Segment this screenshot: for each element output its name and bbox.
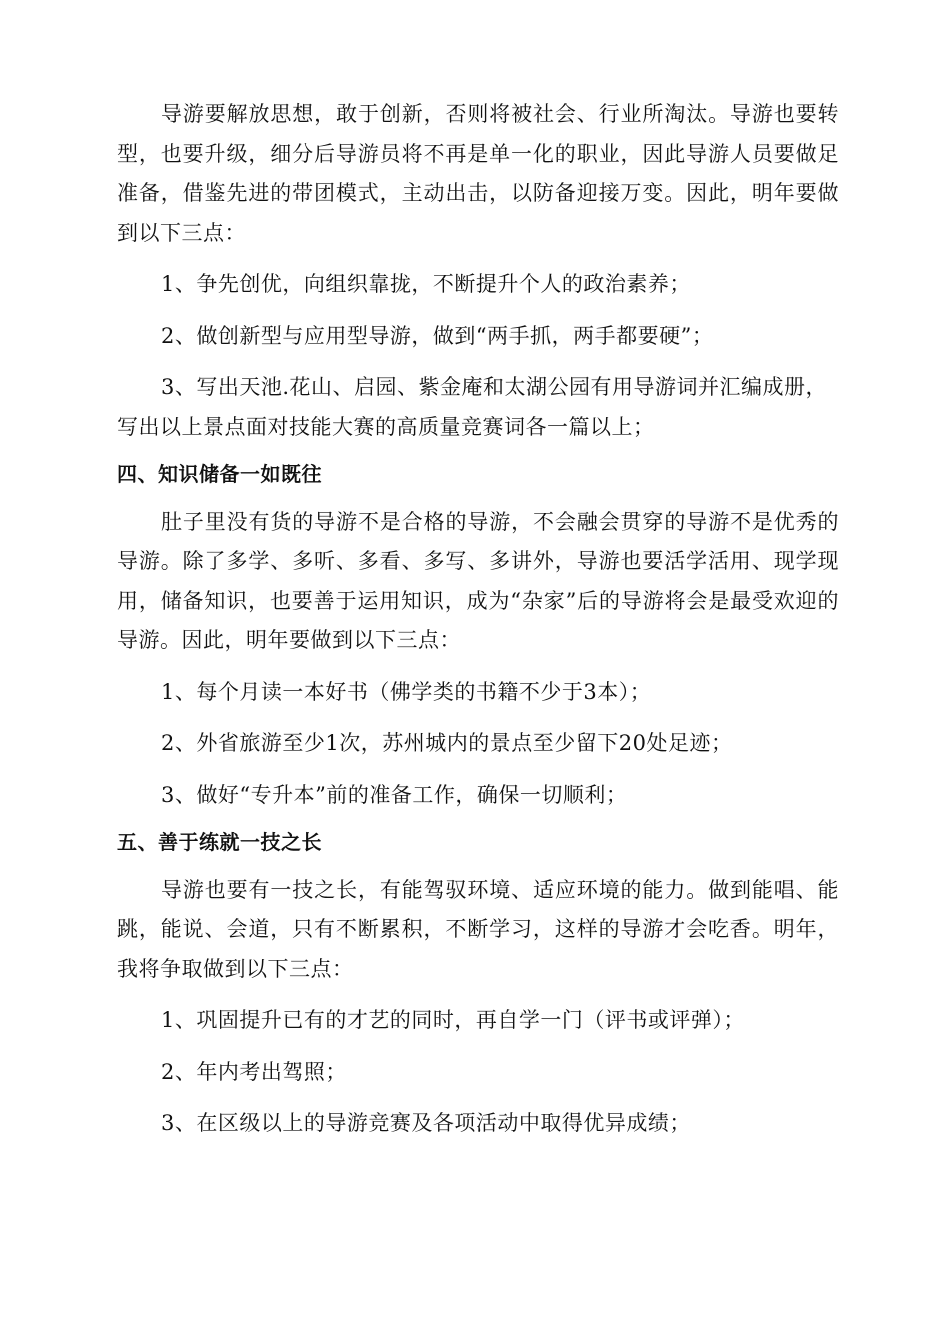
section4-item-1: 1、每个月读一本好书（佛学类的书籍不少于3本）； xyxy=(161,679,652,704)
section4-item-2: 2、外省旅游至少1次，苏州城内的景点至少留下20处足迹； xyxy=(161,731,733,755)
section5-paragraph: 导游也要有一技之长，有能驾驭环境、适应环境的能力。做到能唱、能跳，能说、会道，只有不断累积，不断学习，这样的导游才会吃香。明年，我将争取做到以下三点： xyxy=(117,877,839,981)
section5-item-3: 3、在区级以上的导游竞赛及各项活动中取得优异成绩； xyxy=(161,1111,691,1135)
section3-paragraph: 导游要解放思想，敢于创新，否则将被社会、行业所淘汰。导游也要转型，也要升级，细分后导游员将不再是单一化的职业，因此导游人员要做足准备，借鉴先进的带团模式，主动出击，以防备迎接万变。因此，明年要做到以下三点： xyxy=(117,102,839,245)
section4-paragraph: 肚子里没有货的导游不是合格的导游，不会融会贯穿的导游不是优秀的导游。除了多学、多听、多看、多写、多讲外，导游也要活学活用、现学现用，储备知识，也要善于运用知识，成为“杂家”后的导游将会是最受欢迎的导游。因此，明年要做到以下三点： xyxy=(117,509,839,652)
section5-item-1: 1、巩固提升已有的才艺的同时，再自学一门（评书或评弹）； xyxy=(161,1008,745,1032)
section3-item-2: 2、做创新型与应用型导游，做到“两手抓，两手都要硬”； xyxy=(161,323,714,348)
section4-item-3: 3、做好“专升本”前的准备工作，确保一切顺利； xyxy=(161,782,628,807)
section3-item-3: 3、写出天池.花山、启园、紫金庵和太湖公园有用导游词并汇编成册，写出以上景点面对技能大赛的高质量竞赛词各一篇以上； xyxy=(117,375,828,439)
section4-heading: 四、知识储备一如既往 xyxy=(117,462,322,486)
section3-item-1: 1、争先创优，向组织靠拢，不断提升个人的政治素养； xyxy=(161,272,691,296)
section5-item-2: 2、年内考出驾照； xyxy=(161,1059,347,1084)
section5-heading: 五、善于练就一技之长 xyxy=(117,830,322,854)
document-page xyxy=(117,95,839,1144)
